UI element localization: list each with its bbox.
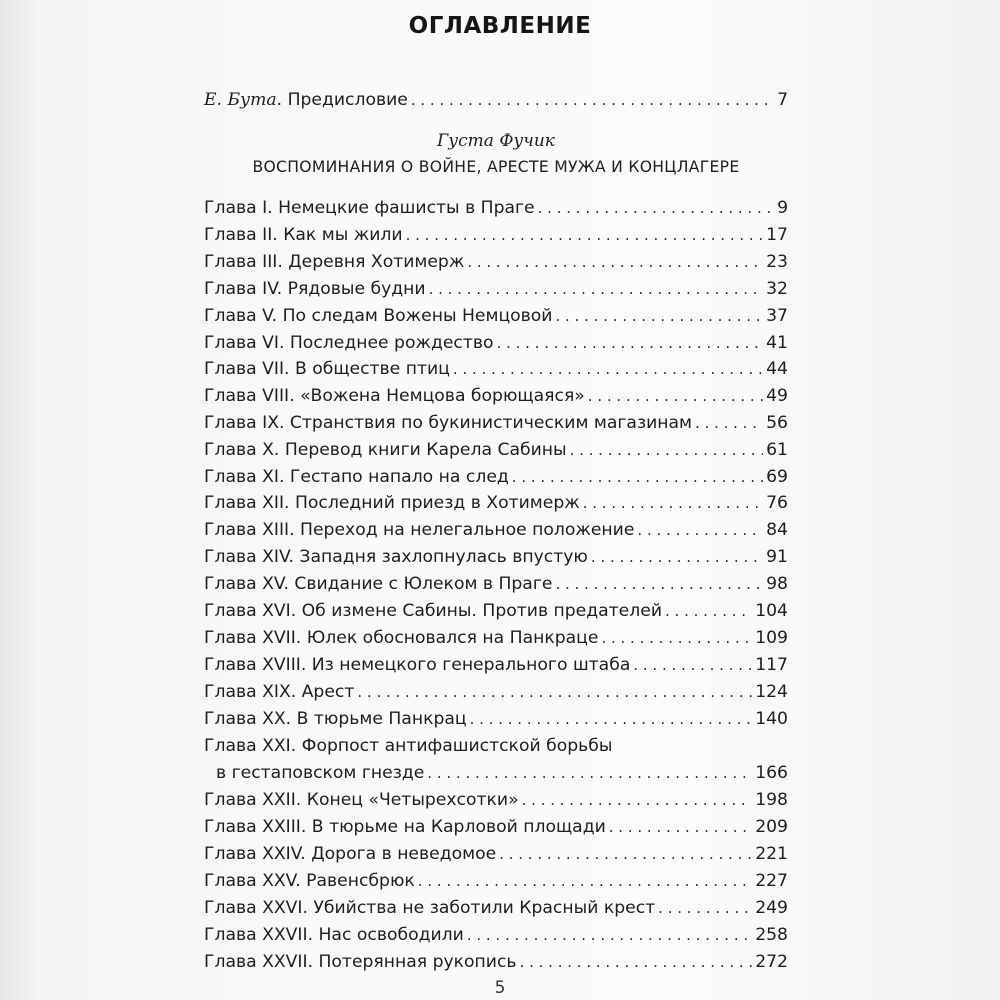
toc-entry-title: Глава XIV. Западня захлопнулась впустую <box>204 547 588 567</box>
dot-leader <box>497 330 764 356</box>
toc-entry <box>204 841 788 867</box>
dot-leader <box>665 598 752 624</box>
toc-entry-title: Глава VI. Последнее рождество <box>204 333 494 353</box>
dot-leader <box>695 410 763 436</box>
toc-entry-title: Глава XVI. Об измене Сабины. Против предателей <box>204 601 662 621</box>
toc-entry <box>204 356 788 382</box>
toc-page-number: 272 <box>755 952 788 972</box>
toc-entry <box>204 195 788 221</box>
toc-entry <box>204 652 788 678</box>
dot-leader <box>658 895 752 921</box>
dot-leader <box>418 868 752 894</box>
toc-page-number: 98 <box>766 574 788 594</box>
toc-entry <box>204 922 788 948</box>
toc-page-number: 104 <box>755 601 788 621</box>
toc-entry <box>204 706 788 732</box>
toc-page-number: 44 <box>766 359 788 379</box>
toc-entry-preface <box>204 87 788 113</box>
toc-entry <box>204 222 788 248</box>
toc-page-number: 209 <box>755 817 788 837</box>
dot-leader <box>633 652 752 678</box>
toc-page-number: 198 <box>755 790 788 810</box>
toc-page-number: 84 <box>766 520 788 540</box>
toc-entry-title: Глава VIII. «Вожена Немцова борющаяся» <box>204 386 585 406</box>
preface-title: Предисловие <box>287 90 408 110</box>
toc-page-number: 227 <box>755 871 788 891</box>
toc-entry-title: Глава XI. Гестапо напало на след <box>204 467 509 487</box>
toc-entry-title: Глава XVIII. Из немецкого генерального штаба <box>204 655 631 675</box>
toc-entry <box>204 410 788 436</box>
dot-leader <box>467 249 763 275</box>
toc-entry <box>204 814 788 840</box>
toc-entry-title: Глава XII. Последний приезд в Хотимерж <box>204 493 580 513</box>
toc-entry-title: Глава II. Как мы жили <box>204 225 403 245</box>
dot-leader <box>520 949 753 975</box>
dot-leader <box>601 625 752 651</box>
toc-entry-title: Глава XXV. Равенсбрюк <box>204 871 415 891</box>
toc-entry <box>204 895 788 921</box>
toc-entry-title: Глава XVII. Юлек обосновался на Панкраце <box>204 628 599 648</box>
dot-leader <box>427 760 752 786</box>
toc-page-number: 32 <box>766 279 788 299</box>
toc-entry-title: Глава XXIII. В тюрьме на Карловой площади <box>204 817 606 837</box>
toc-entry <box>204 679 788 705</box>
dot-leader <box>357 679 752 705</box>
toc-entry-title: Глава XXVII. Нас освободили <box>204 925 464 945</box>
toc-page-number: 69 <box>766 467 788 487</box>
toc-entry <box>204 625 788 651</box>
toc-entry <box>204 787 788 813</box>
toc-entry-title: Глава XXVII. Потерянная рукопись <box>204 952 517 972</box>
toc-entry <box>204 249 788 275</box>
dot-leader <box>512 464 763 490</box>
dot-leader <box>570 437 764 463</box>
toc-page-number: 140 <box>755 709 788 729</box>
dot-leader <box>406 222 764 248</box>
toc-page-number: 61 <box>766 440 788 460</box>
toc-entry <box>204 276 788 302</box>
dot-leader <box>522 787 753 813</box>
toc-page-number: 249 <box>755 898 788 918</box>
toc-entry-title: Глава XXII. Конец «Четырехсотки» <box>204 790 519 810</box>
dot-leader <box>555 571 763 597</box>
toc-entry <box>204 330 788 356</box>
toc-page-number: 49 <box>766 386 788 406</box>
toc-heading: ОГЛАВЛЕНИЕ <box>408 13 592 39</box>
toc-page-number: 56 <box>766 413 788 433</box>
toc-entry-title: Глава V. По следам Вожены Немцовой <box>204 306 553 326</box>
toc-entry <box>204 464 788 490</box>
toc-entry-title: Глава XX. В тюрьме Панкрац <box>204 709 467 729</box>
dot-leader <box>470 706 753 732</box>
toc-page-number: 7 <box>777 90 788 110</box>
toc-page-number: 258 <box>755 925 788 945</box>
dot-leader <box>538 195 774 221</box>
dot-leader <box>467 922 752 948</box>
toc-entry <box>204 571 788 597</box>
preface-separator: . <box>276 90 288 110</box>
toc-entry <box>216 760 788 786</box>
toc-page-number: 91 <box>766 547 788 567</box>
dot-leader <box>583 490 763 516</box>
dot-leader <box>453 356 763 382</box>
toc-page-number: 109 <box>755 628 788 648</box>
toc-page-number: 17 <box>766 225 788 245</box>
toc-entry-title: Глава I. Немецкие фашисты в Праге <box>204 198 535 218</box>
toc-page-number: 23 <box>766 252 788 272</box>
toc-entry-title: Глава XV. Свидание с Юлеком в Праге <box>204 574 553 594</box>
toc-entry-title: Глава XIX. Арест <box>204 682 355 702</box>
toc-entry <box>204 517 788 543</box>
dot-leader <box>609 814 752 840</box>
dot-leader <box>429 276 764 302</box>
toc-page-number: 124 <box>755 682 788 702</box>
toc-entry-title-continuation: в гестаповском гнезде <box>216 763 425 783</box>
dot-leader <box>637 517 763 543</box>
toc-entry-title: Глава XIII. Переход на нелегальное положение <box>204 520 635 540</box>
dot-leader <box>591 544 763 570</box>
toc-entry-title: Глава XXIV. Дорога в неведомое <box>204 844 497 864</box>
toc-page-number: 41 <box>766 333 788 353</box>
toc-entry <box>204 437 788 463</box>
footer-page-number: 5 <box>494 978 506 998</box>
toc-entry-title: Глава VII. В обществе птиц <box>204 359 450 379</box>
toc-entry-title: Глава IX. Странствия по букинистическим магазинам <box>204 413 692 433</box>
toc-entry-title: Глава X. Перевод книги Карела Сабины <box>204 440 567 460</box>
toc-page-number: 37 <box>766 306 788 326</box>
toc-entry-title: Глава IV. Рядовые будни <box>204 279 426 299</box>
part-author: Густа Фучик <box>437 131 555 151</box>
toc-page-number: 166 <box>755 763 788 783</box>
toc-entry <box>204 598 788 624</box>
toc-page-number: 117 <box>755 655 788 675</box>
dot-leader <box>588 383 763 409</box>
toc-page-number: 76 <box>766 493 788 513</box>
toc-page-number: 221 <box>755 844 788 864</box>
toc-entry <box>204 303 788 329</box>
preface-author: Е. Бута <box>204 90 277 110</box>
toc-entry <box>204 868 788 894</box>
toc-entry-title: Глава III. Деревня Хотимерж <box>204 252 465 272</box>
toc-entry <box>204 383 788 409</box>
toc-entry <box>204 544 788 570</box>
part-title: ВОСПОМИНАНИЯ О ВОЙНЕ, АРЕСТЕ МУЖА И КОНЦЛАГЕРЕ <box>252 158 740 176</box>
toc-entry <box>204 949 788 975</box>
toc-entry-title <box>204 87 408 113</box>
toc-page-number: 9 <box>777 198 788 218</box>
dot-leader <box>411 87 774 113</box>
dot-leader <box>499 841 752 867</box>
dot-leader <box>555 303 763 329</box>
toc-entry-title: Глава XXVI. Убийства не заботили Красный крест <box>204 898 656 918</box>
spine-shadow <box>0 0 40 1000</box>
toc-entry-title: Глава XXI. Форпост антифашистской борьбы <box>204 736 613 756</box>
toc-entry <box>204 490 788 516</box>
